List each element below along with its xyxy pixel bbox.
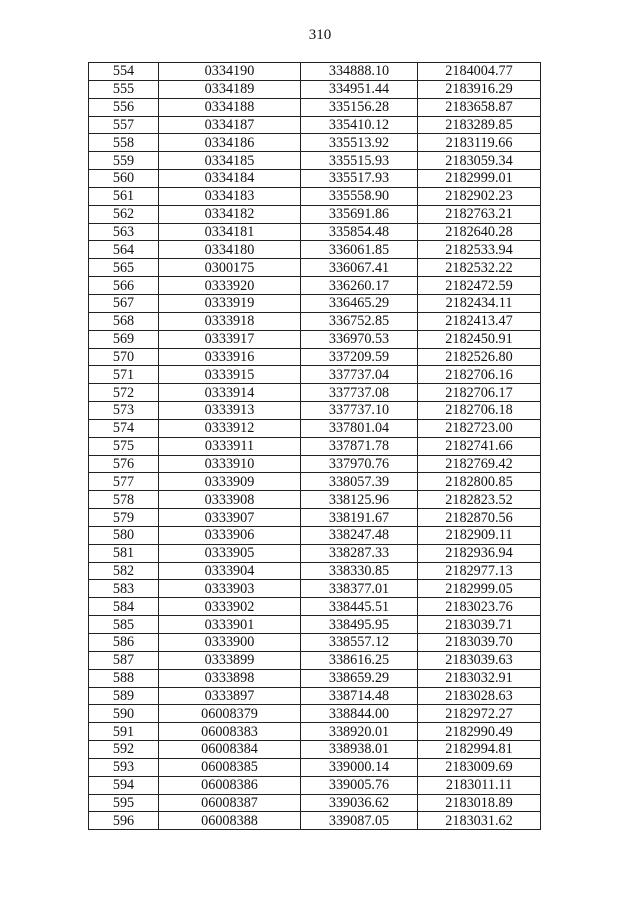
point-id-cell: 0333915 (159, 366, 301, 384)
row-index-cell: 564 (89, 241, 159, 259)
y-coordinate-cell: 2183039.63 (418, 651, 541, 669)
point-id-cell: 0300175 (159, 259, 301, 277)
row-index-cell: 558 (89, 134, 159, 152)
table-row (89, 330, 541, 348)
point-id-cell: 0333903 (159, 580, 301, 598)
table-row (89, 687, 541, 705)
row-index-cell: 574 (89, 419, 159, 437)
x-coordinate-cell: 335513.92 (301, 134, 418, 152)
table-row (89, 98, 541, 116)
y-coordinate-cell: 2182763.21 (418, 205, 541, 223)
point-id-cell: 0334188 (159, 98, 301, 116)
table-row (89, 312, 541, 330)
row-index-cell: 571 (89, 366, 159, 384)
table-row (89, 455, 541, 473)
y-coordinate-cell: 2183119.66 (418, 134, 541, 152)
x-coordinate-cell: 335854.48 (301, 223, 418, 241)
y-coordinate-cell: 2184004.77 (418, 63, 541, 81)
point-id-cell: 0334189 (159, 80, 301, 98)
table-row (89, 294, 541, 312)
table-row (89, 80, 541, 98)
row-index-cell: 570 (89, 348, 159, 366)
table-row (89, 277, 541, 295)
table-row (89, 526, 541, 544)
x-coordinate-cell: 337737.10 (301, 402, 418, 420)
point-id-cell: 0333919 (159, 294, 301, 312)
table-row (89, 812, 541, 830)
x-coordinate-cell: 335410.12 (301, 116, 418, 134)
x-coordinate-cell: 338191.67 (301, 509, 418, 527)
point-id-cell: 0333900 (159, 634, 301, 652)
point-id-cell: 0333914 (159, 384, 301, 402)
row-index-cell: 593 (89, 758, 159, 776)
table-row (89, 348, 541, 366)
table-row (89, 134, 541, 152)
y-coordinate-cell: 2183032.91 (418, 669, 541, 687)
x-coordinate-cell: 338844.00 (301, 705, 418, 723)
x-coordinate-cell: 338557.12 (301, 634, 418, 652)
point-id-cell: 0334185 (159, 152, 301, 170)
x-coordinate-cell: 335691.86 (301, 205, 418, 223)
row-index-cell: 568 (89, 312, 159, 330)
y-coordinate-cell: 2182723.00 (418, 419, 541, 437)
y-coordinate-cell: 2182870.56 (418, 509, 541, 527)
point-id-cell: 06008379 (159, 705, 301, 723)
table-row (89, 63, 541, 81)
row-index-cell: 577 (89, 473, 159, 491)
row-index-cell: 590 (89, 705, 159, 723)
table-row (89, 669, 541, 687)
y-coordinate-cell: 2182823.52 (418, 491, 541, 509)
x-coordinate-cell: 339036.62 (301, 794, 418, 812)
y-coordinate-cell: 2182706.17 (418, 384, 541, 402)
table-row (89, 741, 541, 759)
point-id-cell: 0333913 (159, 402, 301, 420)
point-id-cell: 0334181 (159, 223, 301, 241)
table-row (89, 723, 541, 741)
row-index-cell: 583 (89, 580, 159, 598)
coordinates-table (88, 62, 541, 830)
x-coordinate-cell: 338659.29 (301, 669, 418, 687)
x-coordinate-cell: 339005.76 (301, 776, 418, 794)
row-index-cell: 561 (89, 187, 159, 205)
table-row (89, 794, 541, 812)
x-coordinate-cell: 335558.90 (301, 187, 418, 205)
row-index-cell: 555 (89, 80, 159, 98)
x-coordinate-cell: 336061.85 (301, 241, 418, 259)
x-coordinate-cell: 338125.96 (301, 491, 418, 509)
y-coordinate-cell: 2183059.34 (418, 152, 541, 170)
x-coordinate-cell: 338445.51 (301, 598, 418, 616)
x-coordinate-cell: 335517.93 (301, 170, 418, 188)
row-index-cell: 566 (89, 277, 159, 295)
row-index-cell: 592 (89, 741, 159, 759)
table-row (89, 473, 541, 491)
row-index-cell: 563 (89, 223, 159, 241)
y-coordinate-cell: 2182434.11 (418, 294, 541, 312)
y-coordinate-cell: 2182990.49 (418, 723, 541, 741)
table-row (89, 776, 541, 794)
table-row (89, 651, 541, 669)
point-id-cell: 06008385 (159, 758, 301, 776)
x-coordinate-cell: 338920.01 (301, 723, 418, 741)
y-coordinate-cell: 2183009.69 (418, 758, 541, 776)
row-index-cell: 560 (89, 170, 159, 188)
point-id-cell: 06008387 (159, 794, 301, 812)
row-index-cell: 572 (89, 384, 159, 402)
table-row (89, 491, 541, 509)
point-id-cell: 0333902 (159, 598, 301, 616)
x-coordinate-cell: 337801.04 (301, 419, 418, 437)
x-coordinate-cell: 335156.28 (301, 98, 418, 116)
x-coordinate-cell: 338495.95 (301, 616, 418, 634)
x-coordinate-cell: 338616.25 (301, 651, 418, 669)
point-id-cell: 0334182 (159, 205, 301, 223)
y-coordinate-cell: 2183039.70 (418, 634, 541, 652)
y-coordinate-cell: 2182706.18 (418, 402, 541, 420)
y-coordinate-cell: 2182706.16 (418, 366, 541, 384)
row-index-cell: 554 (89, 63, 159, 81)
y-coordinate-cell: 2182741.66 (418, 437, 541, 455)
x-coordinate-cell: 335515.93 (301, 152, 418, 170)
y-coordinate-cell: 2183031.62 (418, 812, 541, 830)
point-id-cell: 0334183 (159, 187, 301, 205)
y-coordinate-cell: 2182977.13 (418, 562, 541, 580)
table-row (89, 187, 541, 205)
table-row (89, 241, 541, 259)
row-index-cell: 582 (89, 562, 159, 580)
point-id-cell: 0333911 (159, 437, 301, 455)
table-row (89, 544, 541, 562)
table-row (89, 437, 541, 455)
x-coordinate-cell: 336970.53 (301, 330, 418, 348)
point-id-cell: 0333917 (159, 330, 301, 348)
point-id-cell: 0333916 (159, 348, 301, 366)
y-coordinate-cell: 2183023.76 (418, 598, 541, 616)
row-index-cell: 575 (89, 437, 159, 455)
table-row (89, 223, 541, 241)
table-row (89, 205, 541, 223)
row-index-cell: 559 (89, 152, 159, 170)
point-id-cell: 0334187 (159, 116, 301, 134)
x-coordinate-cell: 336752.85 (301, 312, 418, 330)
row-index-cell: 569 (89, 330, 159, 348)
point-id-cell: 0333904 (159, 562, 301, 580)
y-coordinate-cell: 2182640.28 (418, 223, 541, 241)
row-index-cell: 585 (89, 616, 159, 634)
y-coordinate-cell: 2182533.94 (418, 241, 541, 259)
point-id-cell: 0333920 (159, 277, 301, 295)
x-coordinate-cell: 337871.78 (301, 437, 418, 455)
table-row (89, 384, 541, 402)
point-id-cell: 06008386 (159, 776, 301, 794)
y-coordinate-cell: 2183028.63 (418, 687, 541, 705)
x-coordinate-cell: 334951.44 (301, 80, 418, 98)
point-id-cell: 0334186 (159, 134, 301, 152)
row-index-cell: 576 (89, 455, 159, 473)
table-row (89, 402, 541, 420)
y-coordinate-cell: 2183289.85 (418, 116, 541, 134)
table-row (89, 705, 541, 723)
row-index-cell: 581 (89, 544, 159, 562)
x-coordinate-cell: 338938.01 (301, 741, 418, 759)
x-coordinate-cell: 338377.01 (301, 580, 418, 598)
point-id-cell: 0333906 (159, 526, 301, 544)
table-row (89, 152, 541, 170)
y-coordinate-cell: 2182526.80 (418, 348, 541, 366)
row-index-cell: 588 (89, 669, 159, 687)
table-body (89, 63, 541, 830)
table-row (89, 116, 541, 134)
point-id-cell: 0334190 (159, 63, 301, 81)
point-id-cell: 0333907 (159, 509, 301, 527)
point-id-cell: 0334184 (159, 170, 301, 188)
row-index-cell: 579 (89, 509, 159, 527)
row-index-cell: 584 (89, 598, 159, 616)
point-id-cell: 0333901 (159, 616, 301, 634)
page-number: 310 (308, 27, 332, 43)
point-id-cell: 0333897 (159, 687, 301, 705)
y-coordinate-cell: 2182413.47 (418, 312, 541, 330)
y-coordinate-cell: 2183658.87 (418, 98, 541, 116)
x-coordinate-cell: 337737.04 (301, 366, 418, 384)
x-coordinate-cell: 336260.17 (301, 277, 418, 295)
y-coordinate-cell: 2182450.91 (418, 330, 541, 348)
table-row (89, 366, 541, 384)
row-index-cell: 567 (89, 294, 159, 312)
point-id-cell: 0333912 (159, 419, 301, 437)
row-index-cell: 573 (89, 402, 159, 420)
x-coordinate-cell: 336067.41 (301, 259, 418, 277)
point-id-cell: 0334180 (159, 241, 301, 259)
table-row (89, 562, 541, 580)
row-index-cell: 595 (89, 794, 159, 812)
x-coordinate-cell: 338714.48 (301, 687, 418, 705)
y-coordinate-cell: 2182936.94 (418, 544, 541, 562)
point-id-cell: 0333910 (159, 455, 301, 473)
x-coordinate-cell: 337737.08 (301, 384, 418, 402)
y-coordinate-cell: 2182909.11 (418, 526, 541, 544)
x-coordinate-cell: 338057.39 (301, 473, 418, 491)
row-index-cell: 580 (89, 526, 159, 544)
row-index-cell: 562 (89, 205, 159, 223)
row-index-cell: 589 (89, 687, 159, 705)
point-id-cell: 0333908 (159, 491, 301, 509)
y-coordinate-cell: 2182999.05 (418, 580, 541, 598)
row-index-cell: 578 (89, 491, 159, 509)
y-coordinate-cell: 2182994.81 (418, 741, 541, 759)
point-id-cell: 0333899 (159, 651, 301, 669)
y-coordinate-cell: 2183039.71 (418, 616, 541, 634)
x-coordinate-cell: 338247.48 (301, 526, 418, 544)
row-index-cell: 557 (89, 116, 159, 134)
x-coordinate-cell: 334888.10 (301, 63, 418, 81)
point-id-cell: 0333918 (159, 312, 301, 330)
y-coordinate-cell: 2182999.01 (418, 170, 541, 188)
table-row (89, 598, 541, 616)
table-row (89, 758, 541, 776)
table-row (89, 634, 541, 652)
x-coordinate-cell: 338287.33 (301, 544, 418, 562)
y-coordinate-cell: 2182800.85 (418, 473, 541, 491)
x-coordinate-cell: 336465.29 (301, 294, 418, 312)
row-index-cell: 594 (89, 776, 159, 794)
y-coordinate-cell: 2183011.11 (418, 776, 541, 794)
point-id-cell: 06008383 (159, 723, 301, 741)
row-index-cell: 565 (89, 259, 159, 277)
row-index-cell: 587 (89, 651, 159, 669)
y-coordinate-cell: 2182769.42 (418, 455, 541, 473)
point-id-cell: 0333909 (159, 473, 301, 491)
row-index-cell: 586 (89, 634, 159, 652)
y-coordinate-cell: 2182902.23 (418, 187, 541, 205)
y-coordinate-cell: 2182532.22 (418, 259, 541, 277)
row-index-cell: 596 (89, 812, 159, 830)
row-index-cell: 556 (89, 98, 159, 116)
x-coordinate-cell: 338330.85 (301, 562, 418, 580)
point-id-cell: 06008384 (159, 741, 301, 759)
table-row (89, 509, 541, 527)
x-coordinate-cell: 339087.05 (301, 812, 418, 830)
row-index-cell: 591 (89, 723, 159, 741)
x-coordinate-cell: 337209.59 (301, 348, 418, 366)
x-coordinate-cell: 337970.76 (301, 455, 418, 473)
point-id-cell: 06008388 (159, 812, 301, 830)
table-row (89, 616, 541, 634)
point-id-cell: 0333905 (159, 544, 301, 562)
table-row (89, 580, 541, 598)
y-coordinate-cell: 2183916.29 (418, 80, 541, 98)
table-row (89, 170, 541, 188)
y-coordinate-cell: 2183018.89 (418, 794, 541, 812)
y-coordinate-cell: 2182972.27 (418, 705, 541, 723)
x-coordinate-cell: 339000.14 (301, 758, 418, 776)
point-id-cell: 0333898 (159, 669, 301, 687)
table-row (89, 259, 541, 277)
table-row (89, 419, 541, 437)
y-coordinate-cell: 2182472.59 (418, 277, 541, 295)
